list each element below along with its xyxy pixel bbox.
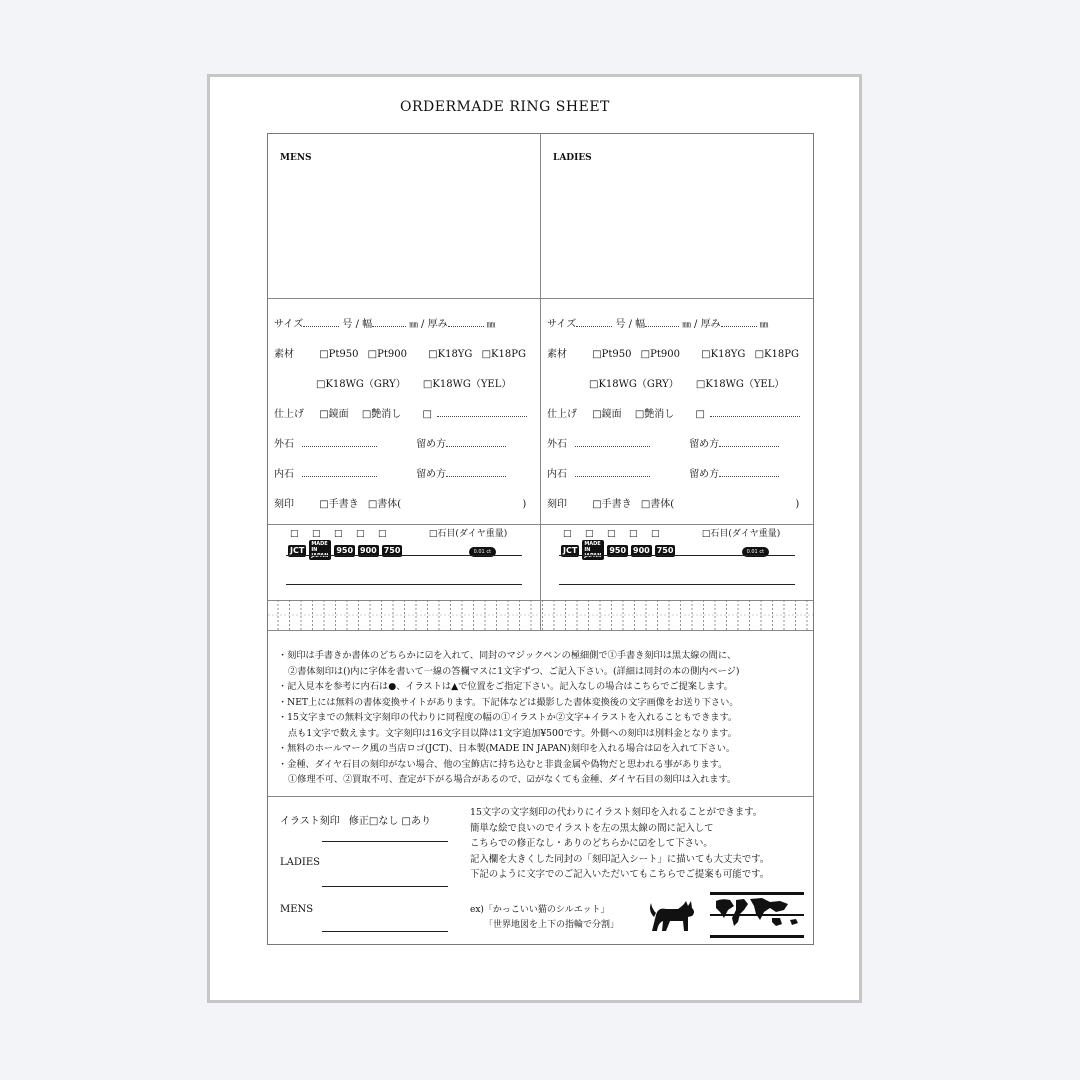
mens-hallmark-badge: MADE IN JAPAN <box>309 540 331 560</box>
ladies-hallmark-checkboxes <box>563 526 780 539</box>
illustration-text-line: 記入欄を大きくした同封の「刻印記入シート」に描いても大丈夫です。 <box>470 853 770 865</box>
ladies-k18pg-checkbox[interactable]: □K18PG <box>754 349 799 360</box>
mens-k18wg-gry-checkbox[interactable]: □K18WG（GRY） <box>316 379 406 390</box>
mens-inner-stone-row: 内石 留め方 <box>274 465 506 480</box>
ladies-inner-setting-field[interactable] <box>719 467 779 477</box>
illustration-description <box>470 805 769 883</box>
ladies-font-checkbox[interactable]: □書体( <box>640 499 675 510</box>
ladies-material-row: 素材 □Pt950 □Pt900 □K18YG □K18PG <box>547 349 799 360</box>
instruction-line: ・刻印は手書きか書体のどちらかに☑を入れて、同封のマジックペンの極細側で①手書き刻印は黒太線の間に、 <box>278 650 737 661</box>
instruction-line: 点も1文字で数えます。文字刻印は16文字目以降は1文字追加¥500です。外側への刻印は別料金となります。 <box>288 727 737 739</box>
ladies-k18wg-yel-checkbox[interactable]: □K18WG（YEL） <box>695 379 785 390</box>
mens-finish-field[interactable] <box>437 407 527 417</box>
ladies-hallmark-badge: 900 <box>633 545 650 555</box>
ladies-hallmark-checkbox[interactable]: □ <box>629 529 638 539</box>
mens-diamond-checkbox[interactable]: □石目(ダイヤ重量) <box>428 529 508 539</box>
mens-k18wg-yel-checkbox[interactable]: □K18WG（YEL） <box>422 379 512 390</box>
ladies-thickness-field[interactable] <box>721 317 757 327</box>
ladies-other-checkbox[interactable]: □ <box>695 409 705 420</box>
ladies-hallmarks <box>561 540 769 560</box>
cat-silhouette-icon <box>648 897 698 933</box>
mens-width-field[interactable] <box>372 317 406 327</box>
ladies-matte-checkbox[interactable]: □艶消し <box>634 409 675 420</box>
ladies-outer-stone-field[interactable] <box>575 437 650 447</box>
ladies-width-field[interactable] <box>645 317 679 327</box>
ladies-k18wg-gry-checkbox[interactable]: □K18WG（GRY） <box>589 379 679 390</box>
mens-pt950-checkbox[interactable]: □Pt950 <box>319 349 359 360</box>
mens-hallmark-checkboxes <box>290 526 507 539</box>
revision-options[interactable]: 修正□なし □あり <box>348 816 431 827</box>
instruction-line: ・金種、ダイヤ石目の刻印がない場合、他の宝飾店に持ち込むと非貴金属や偽物だと思われる事があります。 <box>278 758 728 770</box>
world-map-icon <box>710 892 804 938</box>
illustration-text-line: 下記のように文字でのご記入いただいてもこちらでご提案も可能です。 <box>470 869 770 880</box>
ladies-engraving-row: 刻印 □手書き □書体( ) <box>547 499 800 510</box>
mens-hallmark-badge: 900 <box>360 545 377 555</box>
ladies-finish-row: 仕上げ □鏡面 □艶消し □ <box>547 405 800 420</box>
ladies-mirror-checkbox[interactable]: □鏡面 <box>592 409 622 420</box>
mens-hallmark-badge: 950 <box>336 545 354 555</box>
ladies-pt950-checkbox[interactable]: □Pt950 <box>592 349 632 360</box>
mens-k18pg-checkbox[interactable]: □K18PG <box>481 349 526 360</box>
ladies-engraving-line-1[interactable] <box>559 555 795 556</box>
ladies-label: LADIES <box>553 153 592 163</box>
ladies-hallmark-checkbox[interactable]: □ <box>563 529 572 539</box>
mens-matte-checkbox[interactable]: □艶消し <box>361 409 402 420</box>
instruction-line: ・NET上には無料の書体変換サイトがあります。下記体などは撮影した書体変換後の文字画像をお送り下さい。 <box>278 696 739 708</box>
ladies-material-row2 <box>589 375 784 390</box>
instruction-line: ②書体刻印は()内に字体を書いて一線の答欄マスに1文字ずつ、ご記入下さい。(詳細は同封の本の側内ページ) <box>288 665 740 677</box>
mens-font-checkbox[interactable]: □書体( <box>367 499 402 510</box>
mens-hallmark-badge: JCT <box>290 545 305 555</box>
ladies-hallmark-badge: JCT <box>563 545 578 555</box>
ladies-outer-stone-row: 外石 留め方 <box>547 435 779 450</box>
illustration-engraving <box>280 812 431 827</box>
mens-material-row: 素材 □Pt950 □Pt900 □K18YG □K18PG <box>274 349 526 360</box>
ladies-pt900-checkbox[interactable]: □Pt900 <box>640 349 680 360</box>
instruction-line: ・記入見本を参考に内石は●、イラストは▲で位置をご指定下さい。記入なしの場合はこちらでご提案します。 <box>278 681 733 692</box>
order-sheet <box>207 74 862 1003</box>
ladies-size-row: サイズ 号 / 幅 ㎜ / 厚み ㎜ <box>547 319 769 330</box>
mens-size-row: サイズ 号 / 幅 ㎜ / 厚み ㎜ <box>274 319 496 330</box>
illustration-line-top[interactable] <box>322 841 448 842</box>
mens-hallmark-checkbox[interactable]: □ <box>356 529 365 539</box>
ladies-k18yg-checkbox[interactable]: □K18YG <box>701 349 746 360</box>
ladies-inner-stone-field[interactable] <box>575 467 650 477</box>
ladies-carat-badge: 0.01 ct <box>742 547 769 557</box>
mens-outer-stone-row: 外石 留め方 <box>274 435 506 450</box>
mens-hallmark-checkbox[interactable]: □ <box>290 529 299 539</box>
mens-illustration-line[interactable] <box>322 931 448 932</box>
mens-engraving-row: 刻印 □手書き □書体( ) <box>274 499 527 510</box>
example-line-2: 「世界地図を上下の指輪で分割」 <box>484 920 620 930</box>
mens-finish-row: 仕上げ □鏡面 □艶消し □ <box>274 405 527 420</box>
mens-size-field[interactable] <box>303 317 339 327</box>
illustration-text-line: 簡単な絵で良いのでイラストを左の黒太線の間に記入して <box>470 822 714 834</box>
mens-hallmark-checkbox[interactable]: □ <box>378 529 387 539</box>
mens-hallmarks <box>288 540 496 560</box>
illustration-text-line: 15文字の文字刻印の代わりにイラスト刻印を入れることができます。 <box>470 807 763 818</box>
ladies-hallmark-checkbox[interactable]: □ <box>585 529 594 539</box>
mens-carat-badge: 0.01 ct <box>469 547 496 557</box>
mens-inner-stone-field[interactable] <box>302 467 377 477</box>
ladies-hallmark-badge: MADE IN JAPAN <box>582 540 604 560</box>
example-line-1: ex)「かっこいい猫のシルエット」 <box>470 905 610 915</box>
ladies-hallmark-checkbox[interactable]: □ <box>651 529 660 539</box>
ladies-finish-field[interactable] <box>710 407 800 417</box>
ladies-illustration-line[interactable] <box>322 886 448 887</box>
mens-other-checkbox[interactable]: □ <box>422 409 432 420</box>
ladies-inner-stone-row: 内石 留め方 <box>547 465 779 480</box>
mens-hallmark-badge: 750 <box>383 545 401 555</box>
mens-outer-setting-field[interactable] <box>446 437 506 447</box>
mens-hallmark-checkbox[interactable]: □ <box>312 529 321 539</box>
form-frame <box>267 133 814 945</box>
ladies-outer-setting-field[interactable] <box>719 437 779 447</box>
engraving-grid[interactable] <box>268 600 813 630</box>
illustration-label: イラスト刻印 <box>280 816 340 827</box>
instruction-line: ・無料のホールマーク風の当店ロゴ(JCT)、日本製(MADE IN JAPAN)刻印を入れる場合は☑を入れて下さい。 <box>278 743 736 754</box>
mens-pt900-checkbox[interactable]: □Pt900 <box>367 349 407 360</box>
mens-handwritten-checkbox[interactable]: □手書き <box>319 499 359 510</box>
mens-thickness-field[interactable] <box>448 317 484 327</box>
mens-k18yg-checkbox[interactable]: □K18YG <box>428 349 473 360</box>
mens-material-row2 <box>316 375 511 390</box>
sheet-title: ORDERMADE RING SHEET <box>400 99 610 115</box>
instruction-line: ①修理不可、②買取不可、査定が下がる場合があるので、☑がなくても金種、ダイヤ石目の刻印は入れます。 <box>288 774 737 785</box>
instruction-line: ・15文字までの無料文字刻印の代わりに同程度の幅の①イラストか②文字+イラストを入れることもできます。 <box>278 712 738 723</box>
illustration-text-line: こちらでの修正なし・ありのどちらかに☑をして下さい。 <box>470 838 713 849</box>
ladies-engraving-line-2[interactable] <box>559 584 795 585</box>
ladies-diamond-checkbox[interactable]: □石目(ダイヤ重量) <box>701 529 781 539</box>
ladies-handwritten-checkbox[interactable]: □手書き <box>592 499 632 510</box>
mens-hallmark-checkbox[interactable]: □ <box>334 529 343 539</box>
ladies-hallmark-badge: 950 <box>609 545 627 555</box>
mens-engraving-line-2[interactable] <box>286 584 522 585</box>
ladies-size-field[interactable] <box>576 317 612 327</box>
mens-outer-stone-field[interactable] <box>302 437 377 447</box>
mens-inner-setting-field[interactable] <box>446 467 506 477</box>
ladies-illustration-label: LADIES <box>280 857 320 868</box>
instructions <box>278 648 808 788</box>
mens-mirror-checkbox[interactable]: □鏡面 <box>319 409 349 420</box>
mens-label: MENS <box>280 153 312 163</box>
mens-engraving-line-1[interactable] <box>286 555 522 556</box>
ladies-hallmark-checkbox[interactable]: □ <box>607 529 616 539</box>
ladies-hallmark-badge: 750 <box>656 545 674 555</box>
mens-illustration-label: MENS <box>280 904 314 915</box>
